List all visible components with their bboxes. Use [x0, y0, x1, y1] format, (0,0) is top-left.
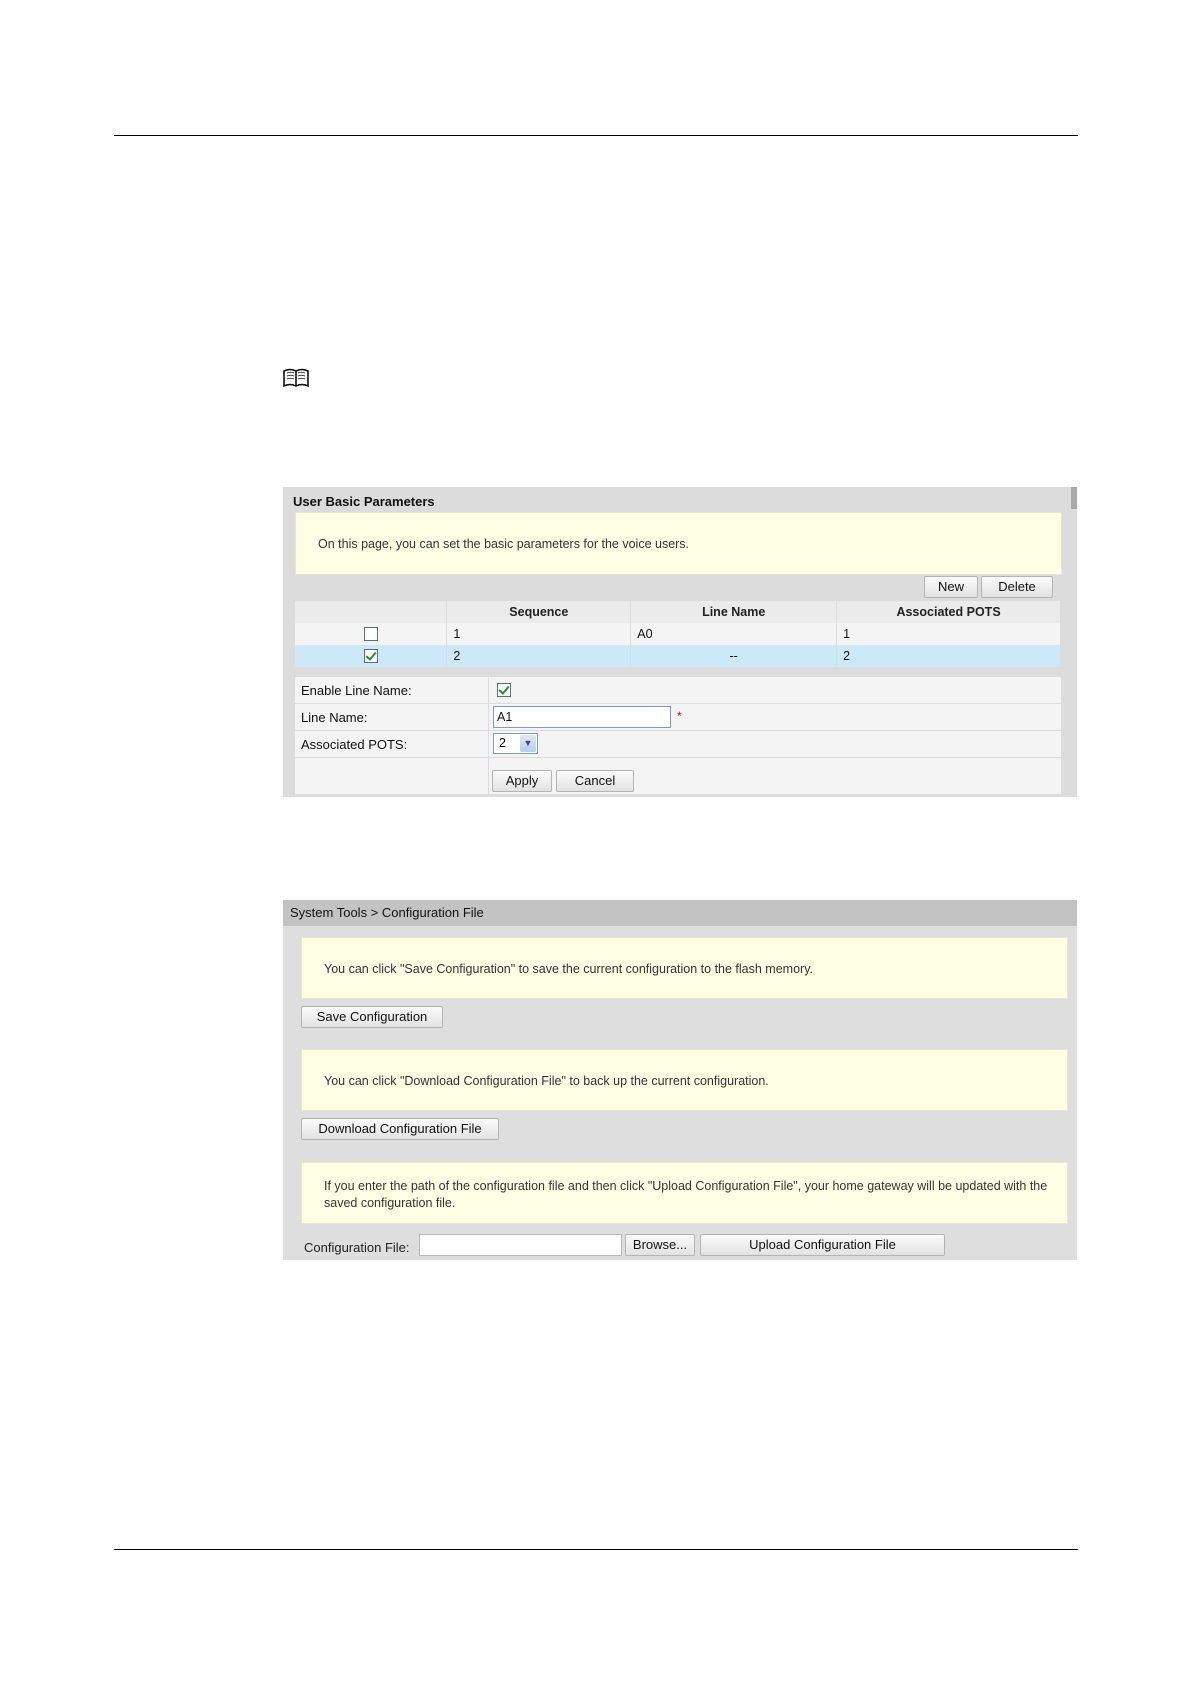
cell-associated-pots: 1 [837, 623, 1061, 645]
save-info-box [301, 937, 1068, 999]
column-header-line-name: Line Name [631, 601, 837, 623]
upload-info-text: If you enter the path of the configuration file and then click "Upload Configuration File", your home gateway will be updated with the saved configuration file. [324, 1179, 1048, 1210]
chevron-down-icon[interactable]: ▼ [520, 735, 536, 752]
cell-line-name: A0 [631, 623, 837, 645]
line-edit-form [295, 677, 1061, 794]
column-header-select [295, 601, 447, 623]
delete-button[interactable]: Delete [981, 576, 1053, 598]
upload-info-box [301, 1162, 1068, 1224]
associated-pots-value: 2 [499, 736, 506, 750]
column-header-associated-pots: Associated POTS [837, 601, 1061, 623]
table-header-row [295, 601, 1061, 623]
apply-button[interactable]: Apply [492, 770, 552, 792]
cancel-button[interactable]: Cancel [556, 770, 634, 792]
save-configuration-button[interactable]: Save Configuration [301, 1006, 443, 1028]
voice-user-table [295, 601, 1061, 667]
book-icon [282, 367, 310, 389]
breadcrumb: System Tools > Configuration File [290, 905, 484, 920]
new-button[interactable]: New [924, 576, 978, 598]
header-rule [114, 135, 1078, 136]
table-row[interactable] [295, 623, 1061, 645]
configuration-file-label: Configuration File: [304, 1240, 410, 1255]
cell-sequence: 2 [447, 645, 631, 667]
footer-rule [114, 1549, 1078, 1550]
required-mark: * [677, 709, 682, 723]
user-basic-parameters-panel [283, 487, 1077, 797]
table-row-selected[interactable] [295, 645, 1061, 667]
cell-sequence: 1 [447, 623, 631, 645]
line-name-label: Line Name: [301, 710, 368, 725]
upload-configuration-button[interactable]: Upload Configuration File [700, 1234, 945, 1256]
download-info-text: You can click "Download Configuration File" to back up the current configuration. [324, 1074, 769, 1088]
info-text: On this page, you can set the basic parameters for the voice users. [318, 537, 690, 551]
breadcrumb-bar [283, 900, 1077, 926]
row-checkbox[interactable] [364, 649, 378, 663]
panel-title: User Basic Parameters [293, 494, 435, 509]
info-box [295, 512, 1062, 575]
cell-associated-pots: 2 [837, 645, 1061, 667]
associated-pots-label: Associated POTS: [301, 737, 408, 752]
configuration-file-input[interactable] [419, 1234, 622, 1256]
enable-line-name-row [295, 677, 1061, 704]
enable-line-name-checkbox[interactable] [497, 683, 511, 697]
associated-pots-row [295, 731, 1061, 758]
configuration-file-panel [283, 900, 1077, 1260]
row-checkbox[interactable] [364, 627, 378, 641]
download-configuration-button[interactable]: Download Configuration File [301, 1118, 499, 1140]
browse-button[interactable]: Browse... [625, 1234, 695, 1256]
column-header-sequence: Sequence [447, 601, 631, 623]
enable-line-name-label: Enable Line Name: [301, 683, 412, 698]
cell-line-name: -- [631, 645, 837, 667]
save-info-text: You can click "Save Configuration" to save the current configuration to the flash memory. [324, 962, 813, 976]
form-actions-row [295, 758, 1061, 794]
scrollbar[interactable] [1071, 487, 1077, 509]
download-info-box [301, 1049, 1068, 1111]
line-name-row [295, 704, 1061, 731]
line-name-input[interactable] [493, 706, 671, 728]
associated-pots-select[interactable] [493, 733, 538, 754]
